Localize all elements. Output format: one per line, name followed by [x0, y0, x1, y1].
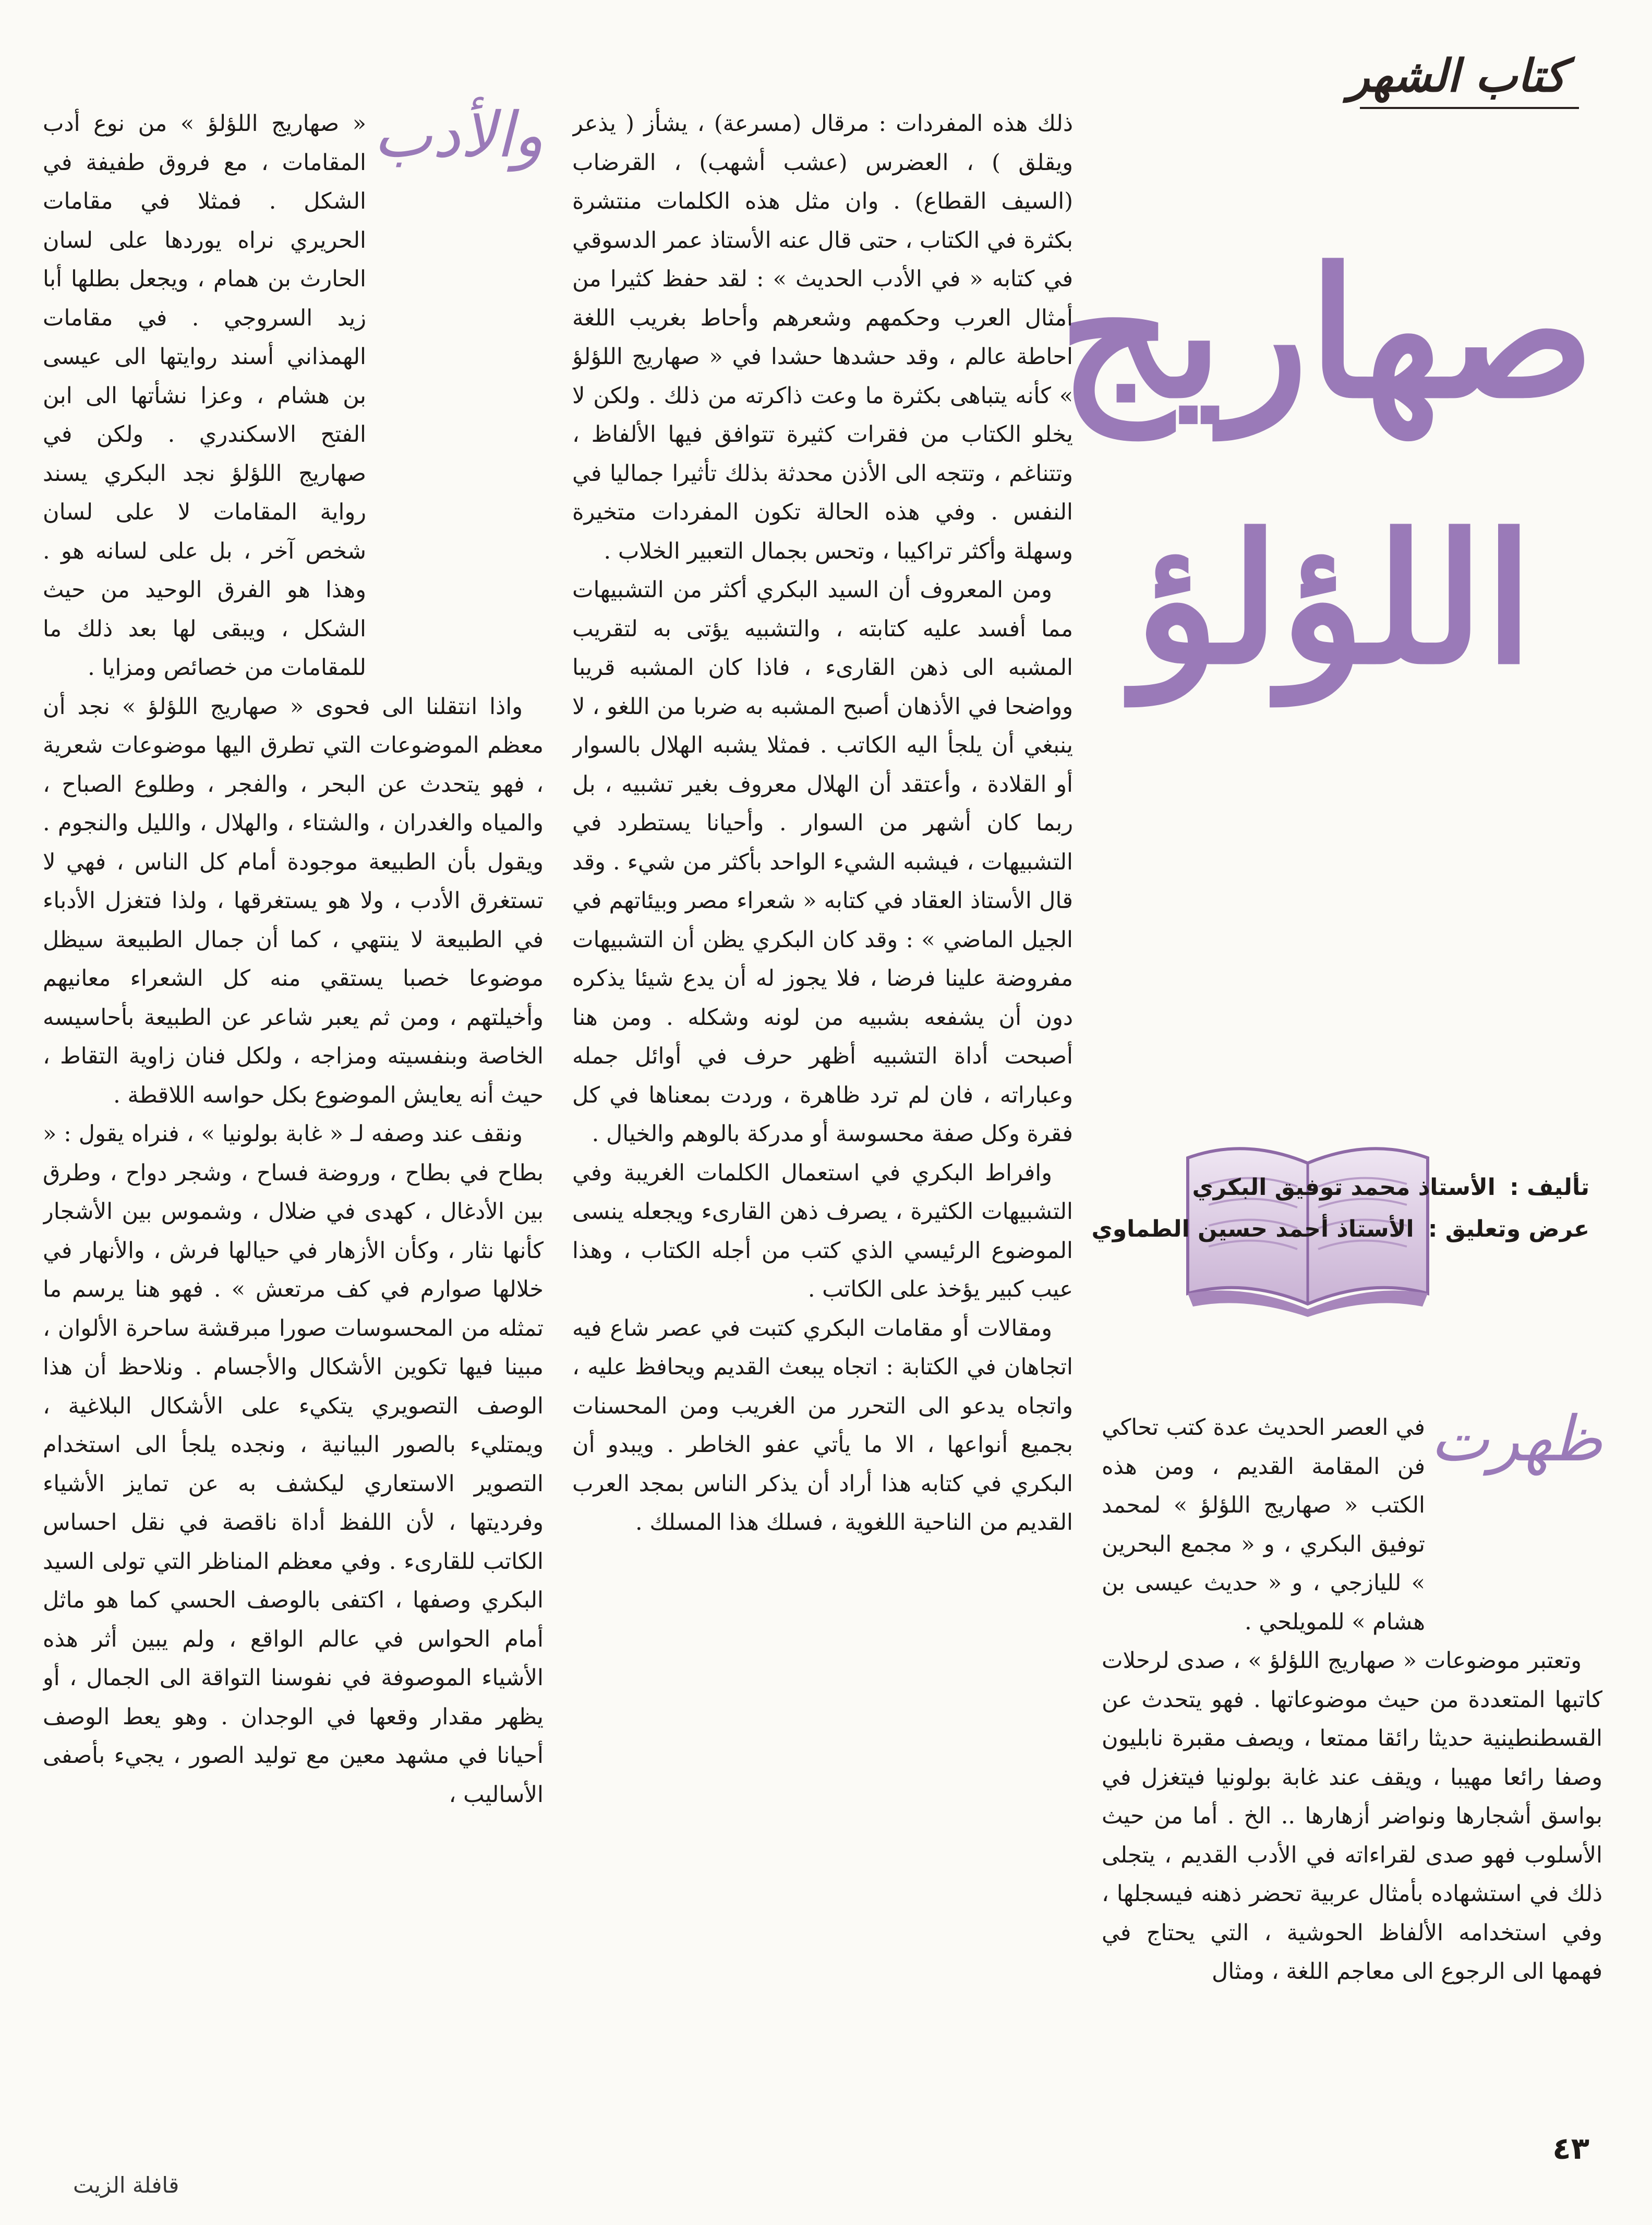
magazine-name: قافلة الزيت — [73, 2172, 179, 2198]
rubric-left-column: والأدب — [373, 99, 544, 172]
author-name: الأستاذ محمد توفيق البكري — [1192, 1174, 1496, 1201]
left-col-paragraph-3: ونقف عند وصفه لـ « غابة بولونيا » ، فنراه يقول : « بطاح في بطاح ، وروضة فساح ، وشجر دواح ، وطرق بين الأدغال ، كهدى في ضلال ، وشموس بين الأشجار كأنها نثار ، وكأن الأزهار في حيالها فرش ، والأنهار في خلالها صوارم في كف مرتعش » . فهو هنا يرسم ما تمثله من المحسوسات صورا مبرقشة ساحرة الألوان ، مبينا فيها تكوين الأشكال والأجسام . ونلاحظ أن هذا الوصف التصويري يتكيء على الأشكال البلاغية ، ويمتليء بالصور البيانية ، ونجده يلجأ الى استخدام التصوير الاستعاري ليكشف به عن تمايز الأشياء وفرديتها ، لأن اللفظ أداة ناقصة في نقل احساس الكاتب للقارىء . وفي معظم المناظر التي تولى السيد البكري وصفها ، اكتفى بالوصف الحسي كما هو ماثل أمام الحواس في عالم الواقع ، ولم يبين أثر هذه الأشياء الموصوفة في نفوسنا التواقة الى الجمال ، أو يظهر مقدار وقعها في الوجدان . وهو يعط الوصف أحيانا في مشهد معين مع توليد الصور ، يجيء بأصفى الأساليب ، — [43, 1121, 544, 1808]
author-label: تأليف : — [1510, 1174, 1589, 1201]
reviewer-name: الأستاذ أحمد حسين الطماوي — [1091, 1216, 1414, 1242]
middle-col-paragraph-1: ذلك هذه المفردات : مرقال (مسرعة) ، يشأز ( يذعر ويقلق ) ، العضرس (عشب أشهب) ، القرضاب (السيف القطاع) . وان مثل هذه الكلمات منتشرة بكثرة في الكتاب ، حتى قال عنه الأستاذ عمر الدسوقي في كتابه « في الأدب الحديث » : لقد حفظ كثيرا من أمثال العرب وحكمهم وشعرهم وأحاط بغريب اللغة احاطة عالم ، وقد حشدها حشدا في « صهاريج اللؤلؤ » كأنه يتباهى بكثرة ما وعت ذاكرته من ذلك . ولكن لا يخلو الكتاب من فقرات كثيرة تتوافق فيها الألفاظ ، وتتناغم ، وتتجه الى الأذن محدثة بذلك تأثيرا جماليا في النفس . وفي هذه الحالة تكون المفردات متخيرة وسهلة وأكثر تراكيبا ، وتحس بجمال التعبير الخلاب . — [572, 111, 1073, 564]
article-column-right — [1102, 1403, 1602, 2128]
header-underline — [1360, 107, 1579, 109]
middle-col-paragraph-4: ومقالات أو مقامات البكري كتبت في عصر شاع فيه اتجاهان في الكتابة : اتجاه يبعث القديم ويحافظ عليه ، واتجاه يدعو الى التحرر من الغريب ومن المحسنات بجميع أنواعها ، الا ما يأتي عفو الخاطر . ويبدو أن البكري في كتابه هذا أراد أن يذكر الناس بمجد العرب القديم من الناحية اللغوية ، فسلك هذا المسلك . — [572, 1315, 1073, 1535]
middle-col-paragraph-2: ومن المعروف أن السيد البكري أكثر من التشبيهات مما أفسد عليه كتابته ، والتشبيه يؤتى به لتقريب المشبه الى ذهن القارىء ، فاذا كان المشبه قريبا وواضحا في الأذهان أصبح المشبه به ضربا من اللغو ، لا ينبغي أن يلجأ اليه الكاتب . فمثلا يشبه الهلال بالسوار أو القلادة ، وأعتقد أن الهلال معروف بغير تشبيه ، بل ربما كان أشهر من السوار . وأحيانا يستطرد في التشبيهات ، فيشبه الشيء الواحد بأكثر من شيء . وقد قال الأستاذ العقاد في كتابه « شعراء مصر وبيئاتهم في الجيل الماضي » : وقد كان البكري يظن أن التشبيهات مفروضة علينا فرضا ، فلا يجوز له أن يدع شيئا يذكره دون أن يشفعه بشبيه من لونه وشكله . ومن هنا أصبحت أداة التشبيه أظهر حرف في أوائل جمله وعباراته ، فان لم ترد ظاهرة ، وردت بمعناها في كل فقرة وكل صفة محسوسة أو مدركة بالوهم والخيال . — [572, 577, 1073, 1147]
reviewer-credit — [1091, 1209, 1589, 1250]
section-header: كتاب الشهر — [1348, 50, 1566, 102]
page-number: ٤٣ — [1552, 2131, 1589, 2166]
middle-col-paragraph-3: وافراط البكري في استعمال الكلمات الغريبة وفي التشبيهات الكثيرة ، يصرف ذهن القارىء ويجعله ينسى الموضوع الرئيسي الذي كتب من أجله الكتاب ، وهذا عيب كبير يؤخذ على الكاتب . — [572, 1159, 1073, 1302]
article-column-left — [43, 99, 544, 2102]
review-label: عرض وتعليق : — [1428, 1216, 1589, 1242]
article-title-line2: اللؤلؤ — [1134, 495, 1534, 704]
rubric-right-column: ظهرت — [1430, 1403, 1602, 1476]
article-title-line1: صهاريج — [1058, 229, 1595, 438]
right-col-paragraph-2: وتعتبر موضوعات « صهاريج اللؤلؤ » ، صدى لرحلات كاتبها المتعددة من حيث موضوعاتها . فهو يتحدث عن القسطنطينية حديثا رائقا ممتعا ، ويصف مقبرة نابليون وصفا رائعا مهيبا ، ويقف عند غابة بولونيا فيتغزل في بواسق أشجارها ونواضر أزهارها .. الخ . أما من حيث الأسلوب فهو صدى لقراءاته في الأدب القديم ، يتجلى ذلك في استشهاده بأمثال عربية تحضر ذهنه فيسجلها ، وفي استخدامه الألفاظ الحوشية ، التي يحتاج في فهمها الى الرجوع الى معاجم اللغة ، ومثال — [1102, 1648, 1602, 1985]
left-col-paragraph-1: « صهاريج اللؤلؤ » من نوع أدب المقامات ، مع فروق طفيفة في الشكل . فمثلا في مقامات الحريري نراه يوردها على لسان الحارث بن همام ، ويجعل بطلها أبا زيد السروجي . في مقامات الهمذاني أسند روايتها الى عيسى بن هشام ، وعزا نشأتها الى ابن الفتح الاسكندري . ولكن في صهاريج اللؤلؤ نجد البكري يسند رواية المقامات لا على لسان شخص آخر ، بل على لسانه هو . وهذا هو الفرق الوحيد من حيث الشكل ، ويبقى لها بعد ذلك ما للمقامات من خصائص ومزايا . — [43, 111, 366, 681]
right-col-paragraph-1: في العصر الحديث عدة كتب تحاكي فن المقامة القديم ، ومن هذه الكتب « صهاريج اللؤلؤ » لمحمد توفيق البكري ، و « مجمع البحرين » لليازجي ، و « حديث عيسى بن هشام » للمويلحي . — [1102, 1414, 1425, 1635]
left-col-paragraph-2: واذا انتقلنا الى فحوى « صهاريج اللؤلؤ » نجد أن معظم الموضوعات التي تطرق اليها موضوعات شعرية ، فهو يتحدث عن البحر ، والفجر ، وطلوع الصباح ، والمياه والغدران ، والشتاء ، والهلال ، والليل والنجوم . ويقول بأن الطبيعة موجودة أمام كل الناس ، فهي لا تستغرق الأدب ، ولا هو يستغرقها ، ولذا فتغزل الأدباء في الطبيعة لا ينتهي ، كما أن جمال الطبيعة سيظل موضوعا خصبا يستقي منه كل الشعراء معانيهم وأخيلتهم ، ومن ثم يعبر شاعر عن الطبيعة بأحاسيسه الخاصة وبنفسيته ومزاجه ، ولكل فنان زاوية التقاط ، حيث أنه يعايش الموضوع بكل حواسه اللاقطة . — [43, 693, 544, 1108]
article-column-middle — [572, 104, 1073, 2102]
author-credit — [1192, 1167, 1589, 1208]
